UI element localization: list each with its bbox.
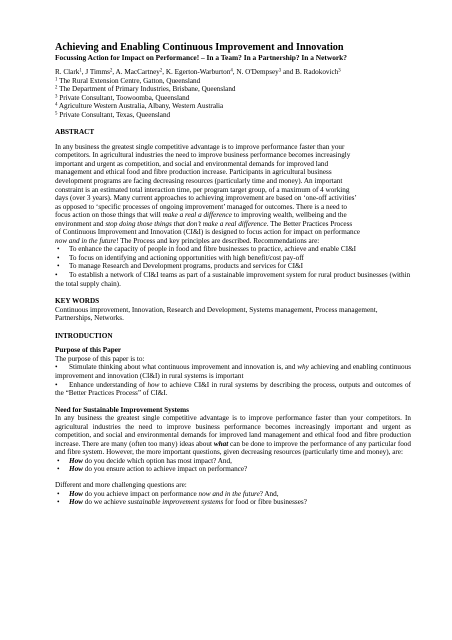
affiliation-list <box>55 77 411 120</box>
question-emphasis: How <box>69 465 83 474</box>
challenge-intro: Different and more challenging questions are: <box>55 480 187 489</box>
affiliation-number: 1 <box>55 77 58 83</box>
purpose-text: achieving and enabling continuous improvement and innovation (CI&I) in rural systems is important <box>55 363 411 380</box>
bullet-icon: • <box>57 489 60 498</box>
question-text: for food or fibre businesses? <box>223 498 307 507</box>
purpose-text: Enhance understanding of <box>69 380 148 389</box>
author-affiliation-marker: 1 <box>79 68 82 74</box>
affiliation <box>55 111 411 120</box>
abstract-line: management and ethical food and fibre production increase. Participants in agricultural business <box>55 168 332 177</box>
abstract-text: ! The Process and key principles are described. Recommendations are: <box>116 236 320 245</box>
need-heading: Need for Sustainable Improvement Systems <box>55 405 189 414</box>
challenge-question <box>55 498 411 507</box>
author-name: N. O'Dempsey <box>236 68 279 76</box>
purpose-item <box>55 381 411 398</box>
recommendation-item <box>55 262 411 271</box>
recommendation-item <box>55 245 411 254</box>
abstract-line: important and urgent as competition, and social and environmental demands for improved land <box>55 159 329 168</box>
author-separator: , <box>81 68 86 76</box>
purpose-text: Stimulate thinking about what continuous improvement and innovation is, and <box>69 363 298 372</box>
author-separator: , <box>232 68 237 76</box>
bullet-icon: • <box>57 456 60 465</box>
need-text: In any business the greatest single competitive advantage is to improve performance faster than your competitors. In agricultural industries the need to improve business performance becomes increasingly important and urgent as competition, and social and environmental demands for improved land management and ethical food and fibre production increase. There are many (often too many) ideas about <box>55 414 411 448</box>
abstract-line: competitors. In agricultural industries the need to improve business performance becomes increasingly <box>55 151 351 160</box>
bullet-icon: • <box>55 363 58 372</box>
author-affiliation-marker: 2 <box>109 68 113 74</box>
abstract-emphasis: stop doing those things that don’t make a real difference <box>105 219 267 228</box>
affiliation-text: Private Consultant, Texas, Queensland <box>59 110 171 119</box>
recommendation-item <box>55 271 411 288</box>
recommendation-list <box>55 245 411 288</box>
abstract-text: . The Better Practices Process <box>266 219 353 228</box>
question-emphasis: sustainable improvement systems <box>127 498 224 507</box>
question-emphasis: now and in the future <box>198 489 260 498</box>
affiliation <box>55 102 411 111</box>
question-emphasis: How <box>69 489 83 498</box>
question-text: do you ensure action to achieve impact on performance? <box>82 465 248 474</box>
need-question-list <box>55 457 411 474</box>
author-name: B. Radokovich <box>295 68 339 76</box>
purpose-heading: Purpose of this Paper <box>55 346 122 355</box>
challenge-question <box>55 490 411 499</box>
affiliation-text: Agriculture Western Australia, Albany, Western Australia <box>58 102 224 111</box>
purpose-item <box>55 363 411 380</box>
abstract-text: to improving wealth, wellbeing and the <box>231 211 347 220</box>
bullet-icon: • <box>57 253 60 262</box>
author-separator: , <box>112 68 116 76</box>
author-separator: , <box>162 68 166 76</box>
affiliation-text: The Rural Extension Centre, Gatton, Queensland <box>59 76 201 85</box>
question-text: ? And, <box>259 489 279 498</box>
affiliation-number: 4 <box>55 102 58 108</box>
question-emphasis: How <box>69 456 83 465</box>
abstract-line: constraint is an estimated total interaction time, per program target group, of a maximum of 4 working <box>55 185 350 194</box>
question-text: do you achieve impact on performance <box>82 489 199 498</box>
recommendation-item <box>55 254 411 263</box>
author-affiliation-marker: 3 <box>278 68 282 74</box>
need-emphasis: what <box>213 439 229 448</box>
need-question <box>55 457 411 466</box>
abstract-emphasis: now and in the future <box>55 236 117 245</box>
author-separator: and <box>281 68 296 76</box>
author-affiliation-marker: 3 <box>338 68 341 74</box>
author-name: J Timms <box>85 68 110 76</box>
abstract-line <box>55 237 411 246</box>
keywords-heading: KEY WORDS <box>55 297 100 306</box>
affiliation-number: 5 <box>55 111 58 117</box>
paper-subtitle: Focussing Action for Impact on Performance! – In a Team? In a Partnership? In a Network? <box>55 53 347 62</box>
bullet-icon: • <box>57 465 60 474</box>
author-affiliation-marker: 4 <box>230 68 233 74</box>
author-name: A. MacCartney <box>115 68 160 76</box>
bullet-icon: • <box>55 380 58 389</box>
keywords-text: Continuous improvement, Innovation, Research and Development, Systems management, Process management, Partnerships, Networks. <box>55 305 378 323</box>
abstract-emphasis: make a real a difference <box>162 211 232 220</box>
recommendation-text: To enhance the capacity of people in food and fibre businesses to practice, achieve and enable CI&I <box>69 245 357 254</box>
question-text: do we achieve <box>82 498 128 507</box>
recommendation-text: To establish a network of CI&I teams as part of a sustainable improvement system for rural product businesses (within the total supply chain). <box>55 271 411 288</box>
introduction-heading: INTRODUCTION <box>55 331 113 340</box>
need-text: can be done to improve the performance of any particular food and fibre system. However, the more important questions, given decreasing resources (particularly time and money), are: <box>55 439 411 457</box>
author-list <box>55 68 411 77</box>
abstract-text: environment and <box>55 219 106 228</box>
question-text: do you decide which option has most impact? And, <box>82 456 232 465</box>
question-emphasis: How <box>69 498 83 507</box>
affiliation <box>55 85 411 94</box>
affiliation-text: The Department of Primary Industries, Brisbane, Queensland <box>59 85 236 94</box>
affiliation-number: 3 <box>55 94 58 100</box>
abstract-text: focus action on those things that will <box>55 211 163 220</box>
purpose-emphasis: why <box>297 363 309 372</box>
bullet-icon: • <box>57 245 60 254</box>
affiliation <box>55 94 411 103</box>
abstract-line: days (over 3 years). Many current approaches to achieving improvement are based on ‘one-off activities’ <box>55 194 357 203</box>
paper-page <box>55 42 411 507</box>
bullet-icon: • <box>55 271 58 280</box>
purpose-intro: The purpose of this paper is to: <box>55 354 145 363</box>
affiliation <box>55 77 411 86</box>
affiliation-number: 2 <box>55 85 58 91</box>
abstract-line: as opposed to ‘specific processes of ongoing improvement’ managed for outcomes. There is a need to <box>55 202 347 211</box>
affiliation-text: Private Consultant, Toowoomba, Queensland <box>59 93 190 102</box>
abstract-line: of Continuous Improvement and Innovation (CI&I) is designed to focus action for impact on performance <box>55 228 360 237</box>
spacer <box>55 474 411 481</box>
need-question <box>55 465 411 474</box>
abstract-body <box>55 143 411 288</box>
bullet-icon: • <box>57 262 60 271</box>
challenge-question-list <box>55 490 411 507</box>
purpose-list <box>55 363 411 397</box>
need-paragraph <box>55 414 411 457</box>
abstract-line <box>55 220 411 229</box>
paper-title: Achieving and Enabling Continuous Improvement and Innovation <box>55 42 344 53</box>
author-affiliation-marker: 2 <box>159 68 163 74</box>
purpose-emphasis: how <box>147 380 160 389</box>
recommendation-text: To focus on identifying and actioning opportunities with high benefit/cost pay-off <box>69 253 304 262</box>
author-name: K. Egerton-Warburton <box>165 68 231 76</box>
abstract-line: development programs are facing decreasing resources (particularly time and money). An important <box>55 177 343 186</box>
abstract-line: In any business the greatest single competitive advantage is to improve performance faster than your <box>55 142 345 151</box>
abstract-line <box>55 211 411 220</box>
recommendation-text: To manage Research and Development programs, products and services for CI&I <box>69 262 304 271</box>
bullet-icon: • <box>57 498 60 507</box>
author-name: R. Clark <box>55 68 80 76</box>
abstract-heading: ABSTRACT <box>55 128 95 137</box>
purpose-text: to achieve CI&I in rural systems by describing the process, outputs and outcomes of the “Better Practices Process” of CI&I. <box>55 380 411 398</box>
